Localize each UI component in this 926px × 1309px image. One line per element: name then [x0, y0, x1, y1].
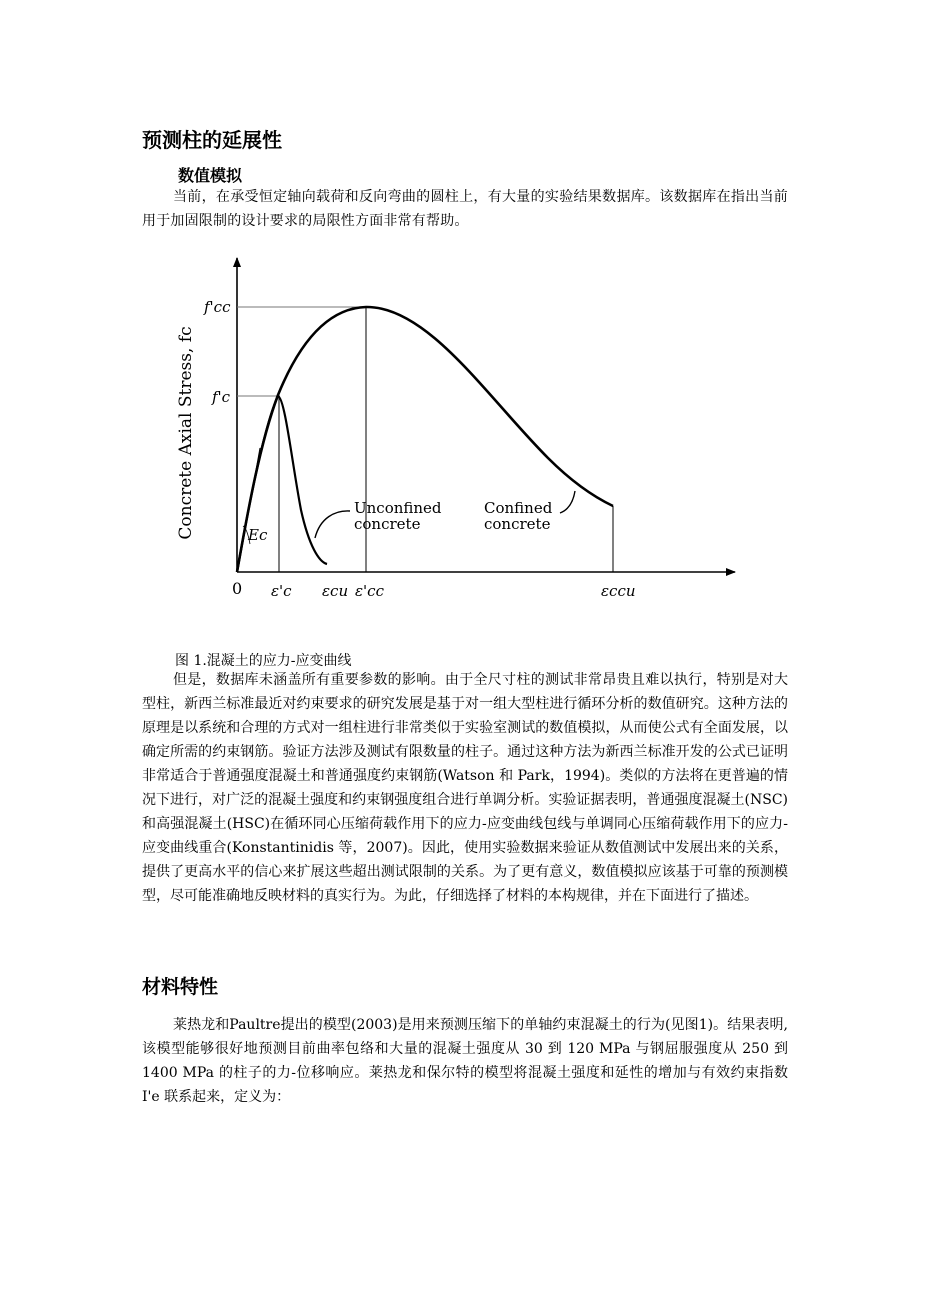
confined-label-line1: Confined [484, 499, 553, 517]
confined-concrete-curve [237, 307, 613, 572]
eps-cu-label: εcu [322, 582, 349, 600]
origin-label: 0 [232, 579, 243, 598]
eps-cc-label: ε'cc [355, 582, 384, 600]
fcc-label: f'cc [204, 298, 231, 316]
materials-title: 材料特性 [142, 976, 219, 998]
subsection-title: 数值模拟 [178, 166, 243, 185]
unconfined-label-line2: concrete [354, 515, 421, 533]
confined-label-line2: concrete [484, 515, 551, 533]
figure-caption: 图 1.混凝土的应力-应变曲线 [175, 653, 352, 669]
stress-strain-figure [170, 248, 750, 618]
fc-label: f'c [212, 388, 231, 406]
ec-label: Ec [248, 526, 268, 544]
intro-paragraph: 当前，在承受恒定轴向载荷和反向弯曲的圆柱上，有大量的实验结果数据库。该数据库在指出当前用于加固限制的设计要求的局限性方面非常有帮助。 [142, 189, 788, 229]
body-paragraph-2: 莱热龙和Paultre提出的模型(2003)是用来预测压缩下的单轴约束混凝土的行为(见图1)。结果表明,该模型能够很好地预测目前曲率包络和大量的混凝土强度从 30 到 120 MPa 与钢屈服强度从 250 到 1400 MPa 的柱子的力-位移响应。莱热龙和保尔特的模型将混凝土强度和延性的增加与有效约束指数 I'e 联系起来，定义为： [142, 1017, 788, 1105]
ec-tangent-line [238, 448, 260, 570]
section-title: 预测柱的延展性 [142, 128, 282, 152]
unconfined-label-line1: Unconfined [354, 499, 442, 517]
confined-leader-line [560, 491, 575, 513]
unconfined-leader-line [315, 511, 350, 538]
eps-ccu-label: εccu [601, 582, 636, 600]
unconfined-concrete-curve [237, 396, 327, 572]
body-paragraph-1: 但是，数据库未涵盖所有重要参数的影响。由于全尺寸柱的测试非常昂贵且难以执行，特别是对大型柱，新西兰标准最近对约束要求的研究发展是基于对一组大型柱进行循环分析的数值研究。这种方法的原理是以系统和合理的方式对一组柱进行非常类似于实验室测试的数值模拟，从而使公式有全面发展，以确定所需的约束钢筋。验证方法涉及测试有限数量的柱子。通过这种方法为新西兰标准开发的公式已证明非常适合于普通强度混凝土和普通强度约束钢筋(Watson 和 Park，1994)。类似的方法将在更普遍的情况下进行，对广泛的混凝土强度和约束钢强度组合进行单调分析。实验证据表明，普通强度混凝土(NSC)和高强混凝土(HSC)在循环同心压缩荷载作用下的应力-应变曲线包线与单调同心压缩荷载作用下的应力-应变曲线重合(Konstantinidis 等，2007)。因此，使用实验数据来验证从数值测试中发展出来的关系，提供了更高水平的信心来扩展这些超出测试限制的关系。为了更有意义，数值模拟应该基于可靠的预测模型，尽可能准确地反映材料的真实行为。为此，仔细选择了材料的本构规律，并在下面进行了描述。 [142, 672, 788, 904]
y-axis-label: Concrete Axial Stress, fc [176, 326, 196, 540]
eps-c-label: ε'c [271, 582, 292, 600]
